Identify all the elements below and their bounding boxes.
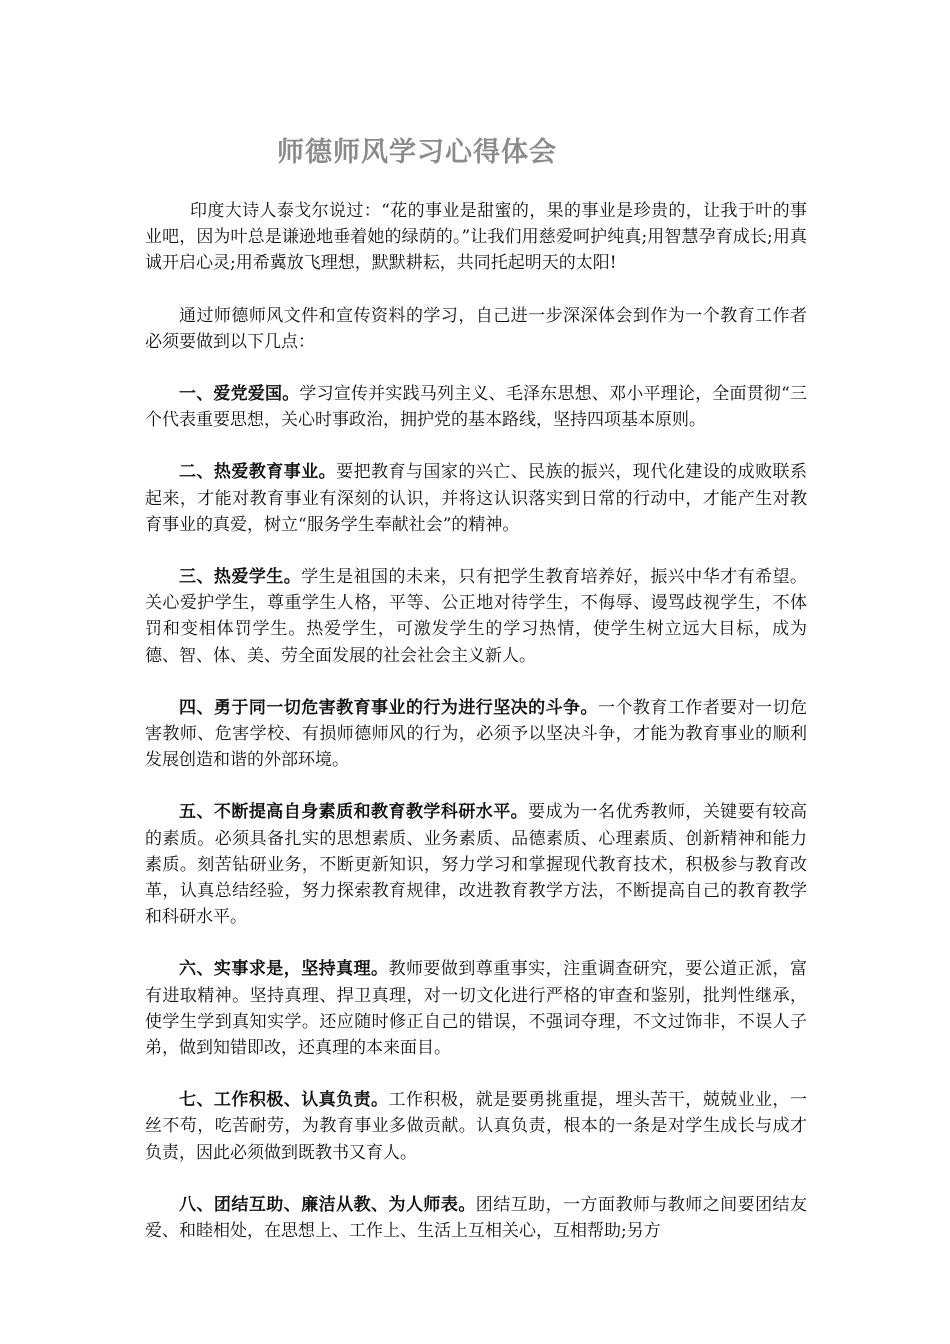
document-title: 师德师风学习心得体会 [277,137,557,168]
point-paragraph-7 [145,1087,807,1166]
point-heading: 八、团结互助、廉洁从教、为人师表。 [179,1194,476,1215]
point-heading: 三、热爱学生。 [179,567,302,588]
intro-paragraph: 印度大诗人泰戈尔说过：“花的事业是甜蜜的，果的事业是珍贵的，让我于叶的事业吧，因为叶总是谦逊地垂着她的绿荫的。”让我们用慈爱呵护纯真;用智慧孕育成长;用真诚开启心灵;用希冀放飞理想，默默耕耘，共同托起明天的太阳! [145,201,807,274]
point-text: 团结互助，一方面教师与教师之间要团结友爱、和睦相处，在思想上、工作上、生活上互相关心，互相帮助;另方 [145,1194,808,1242]
point-text: 教师要做到尊重事实，注重调查研究，要公道正派，富有进取精神。坚持真理、捍卫真理，对一切文化进行严格的审查和鉴别，批判性继承，使学生学到真知实学。还应随时修正自己的错误，不强词夺理，不文过饰非，不误人子弟，做到知错即改，还真理的本来面目。 [145,959,808,1059]
point-text: 学习宣传并实践马列主义、毛泽东思想、邓小平理论，全面贯彻“三个代表重要思想，关心时事政治，拥护党的基本路线，坚持四项基本原则。 [145,384,807,431]
point-heading: 六、实事求是，坚持真理。 [179,959,389,980]
point-text: 一个教育工作者要对一切危害教师、危害学校、有损师德师风的行为，必须予以坚决斗争，才能为教育事业的顺利发展创造和谐的外部环境。 [145,697,808,771]
point-heading: 四、勇于同一切危害教育事业的行为进行坚决的斗争。 [179,697,598,718]
point-paragraph-8 [145,1192,807,1244]
point-paragraph-4 [145,695,807,774]
point-text: 要成为一名优秀教师，关键要有较高的素质。必须具备扎实的思想素质、业务素质、品德素质、心理素质、创新精神和能力素质。刻苦钻研业务，不断更新知识，努力学习和掌握现代教育技术，积极参与教育改革，认真总结经验，努力探索教育规律，改进教育教学方法，不断提高自己的教育教学和科研水平。 [145,802,808,928]
point-paragraph-5 [145,799,807,930]
point-heading: 七、工作积极、认真负责。 [179,1090,389,1111]
point-heading: 二、热爱教育事业。 [179,462,337,483]
point-heading: 一、爱党爱国。 [179,384,300,405]
point-text: 工作积极，就是要勇挑重提，埋头苦干，兢兢业业，一丝不苟，吃苦耐劳，为教育事业多做贡献。认真负责，根本的一条是对学生成长与成才负责，因此必须做到既教书又育人。 [145,1090,808,1163]
point-paragraph-3 [145,564,807,669]
point-text: 要把教育与国家的兴亡、民族的振兴，现代化建设的成败联系起来，才能对教育事业有深刻的认识，并将这认识落实到日常的行动中，才能产生对教育事业的真爱，树立“服务学生奉献社会”的精神。 [145,462,808,535]
point-paragraph-2 [145,459,807,538]
document-body [145,198,807,1270]
point-paragraph-6 [145,956,807,1061]
point-heading: 五、不断提高自身素质和教育教学科研水平。 [179,802,529,823]
overview-paragraph: 通过师德师风文件和宣传资料的学习，自己进一步深深体会到作为一个教育工作者必须要做到以下几点： [145,305,807,352]
point-text: 学生是祖国的未来，只有把学生教育培养好，振兴中华才有希望。关心爱护学生，尊重学生人格，平等、公正地对待学生，不侮辱、谩骂歧视学生，不体罚和变相体罚学生。热爱学生，可激发学生的学习热情，使学生树立远大目标，成为德、智、体、美、劳全面发展的社会社会主义新人。 [145,567,808,666]
point-paragraph-1 [145,381,807,433]
